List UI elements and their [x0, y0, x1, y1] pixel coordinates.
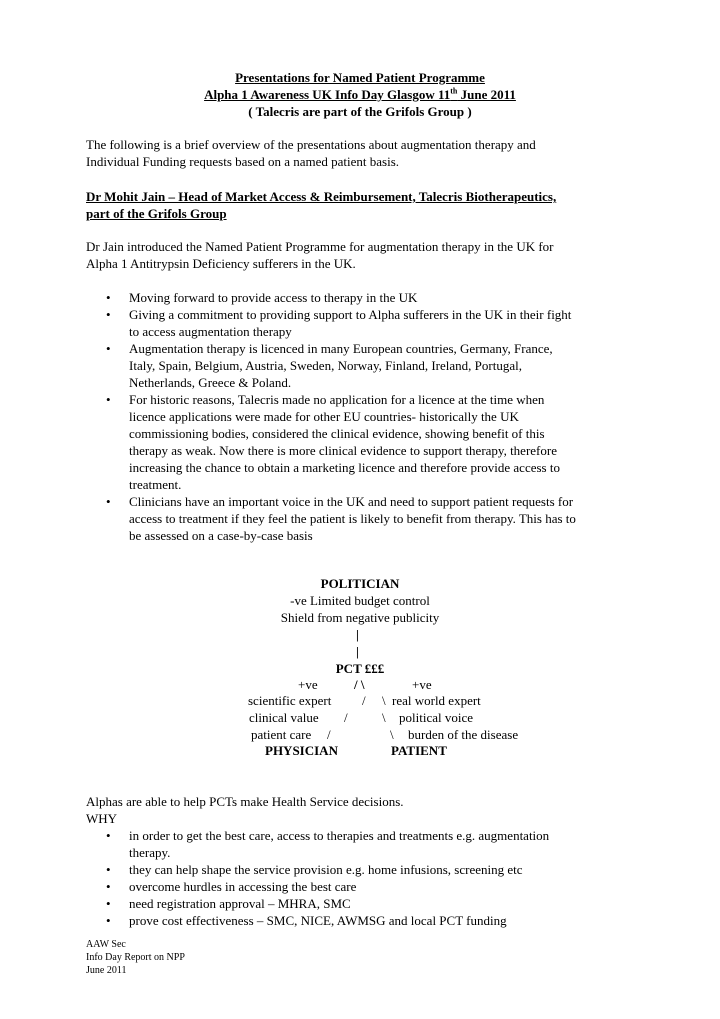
diagram-right-label: political voice [399, 710, 474, 725]
footer-line: June 2011 [86, 965, 127, 976]
diagram-politician-note: Shield from negative publicity [280, 610, 440, 625]
bullet-icon: • [106, 879, 111, 894]
section-paragraph-line2: Alpha 1 Antitrypsin Deficiency sufferers in the UK. [86, 256, 356, 271]
alphas-bullet-list [106, 827, 646, 929]
bullet-icon: • [106, 341, 111, 356]
list-item: • prove cost effectiveness – SMC, NICE, AWMSG and local PCT funding [106, 913, 507, 928]
list-item: • overcome hurdles in accessing the best care [106, 879, 357, 894]
bullet-icon: • [106, 913, 111, 928]
diagram-backslash: \ [382, 693, 386, 708]
list-item: • For historic reasons, Talecris made no application for a licence at the time when licence applications were made for other EU countries- historically the UK commissioning bodies, considered the clinical evidence, showing benefit of this therapy as weak. Now there is more clinical evidence to support therapy, therefore increasing the chance to obtain a marketing licence and therefore provide access to treatment. [106, 392, 560, 492]
intro-line: The following is a brief overview of the presentations about augmentation therapy and [86, 137, 536, 152]
footer-line: Info Day Report on NPP [86, 952, 185, 963]
bullet-icon: • [106, 307, 111, 322]
section-paragraph: Dr Jain introduced the Named Patient Programme for augmentation therapy in the UK for [86, 239, 554, 254]
diagram-left-label: patient care [251, 727, 312, 742]
list-item: • Clinicians have an important voice in the UK and need to support patient requests for access to treatment if they feel the patient is likely to benefit from therapy. This has to be assessed on a case-by-case basis [106, 494, 576, 543]
diagram-politician: POLITICIAN [320, 576, 400, 591]
diagram-slash: / [327, 727, 331, 742]
diagram-plus-right: +ve [412, 677, 432, 692]
list-item: • Moving forward to provide access to therapy in the UK [106, 290, 418, 305]
section-heading-line2: part of the Grifols Group [86, 206, 227, 221]
diagram-backslash: \ [390, 727, 394, 742]
alphas-paragraph: Alphas are able to help PCTs make Health Service decisions. [86, 794, 404, 809]
list-item: • Giving a commitment to providing support to Alpha sufferers in the UK in their fight to access augmentation therapy [106, 307, 572, 339]
list-item: • they can help shape the service provision e.g. home infusions, screening etc [106, 862, 523, 877]
bullet-icon: • [106, 828, 111, 843]
section-bullet-list [106, 289, 646, 544]
bullet-icon: • [106, 290, 111, 305]
diagram-left-label: clinical value [249, 710, 319, 725]
section-heading: Dr Mohit Jain – Head of Market Access & Reimbursement, Talecris Biotherapeutics, [86, 189, 557, 204]
diagram-left-label: scientific expert [248, 693, 332, 708]
list-item: • Augmentation therapy is licenced in many European countries, Germany, France, Italy, Spain, Belgium, Austria, Sweden, Norway, Finland, Ireland, Portugal, Netherlands, Greece & Poland. [106, 341, 553, 390]
footer-line: AAW Sec [86, 939, 126, 950]
document-title-line2: Alpha 1 Awareness UK Info Day Glasgow 11th June 2011 [204, 86, 516, 102]
diagram-backslash: \ [382, 710, 386, 725]
bullet-icon: • [106, 392, 111, 407]
diagram-pct: PCT £££ [335, 661, 385, 676]
diagram-branch: / \ [354, 677, 365, 692]
document-subtitle: ( Talecris are part of the Grifols Group ) [248, 104, 472, 119]
diagram-slash: / [362, 693, 366, 708]
bullet-icon: • [106, 494, 111, 509]
alphas-why: WHY [86, 811, 118, 826]
intro-line: Individual Funding requests based on a named patient basis. [86, 154, 400, 169]
diagram-connector: | [356, 644, 359, 659]
diagram-plus-left: +ve [298, 677, 318, 692]
document-title: Presentations for Named Patient Programme [235, 70, 485, 85]
diagram-politician-note: -ve Limited budget control [290, 593, 430, 608]
bullet-icon: • [106, 896, 111, 911]
diagram-connector: | [356, 627, 359, 642]
list-item: • need registration approval – MHRA, SMC [106, 896, 351, 911]
bullet-icon: • [106, 862, 111, 877]
diagram-right-label: real world expert [392, 693, 481, 708]
diagram-slash: / [344, 710, 348, 725]
list-item: • in order to get the best care, access to therapies and treatments e.g. augmentation therapy. [106, 828, 550, 860]
diagram-right-label: burden of the disease [408, 727, 519, 742]
diagram-physician: PHYSICIAN [265, 743, 338, 758]
diagram-patient: PATIENT [391, 743, 447, 758]
